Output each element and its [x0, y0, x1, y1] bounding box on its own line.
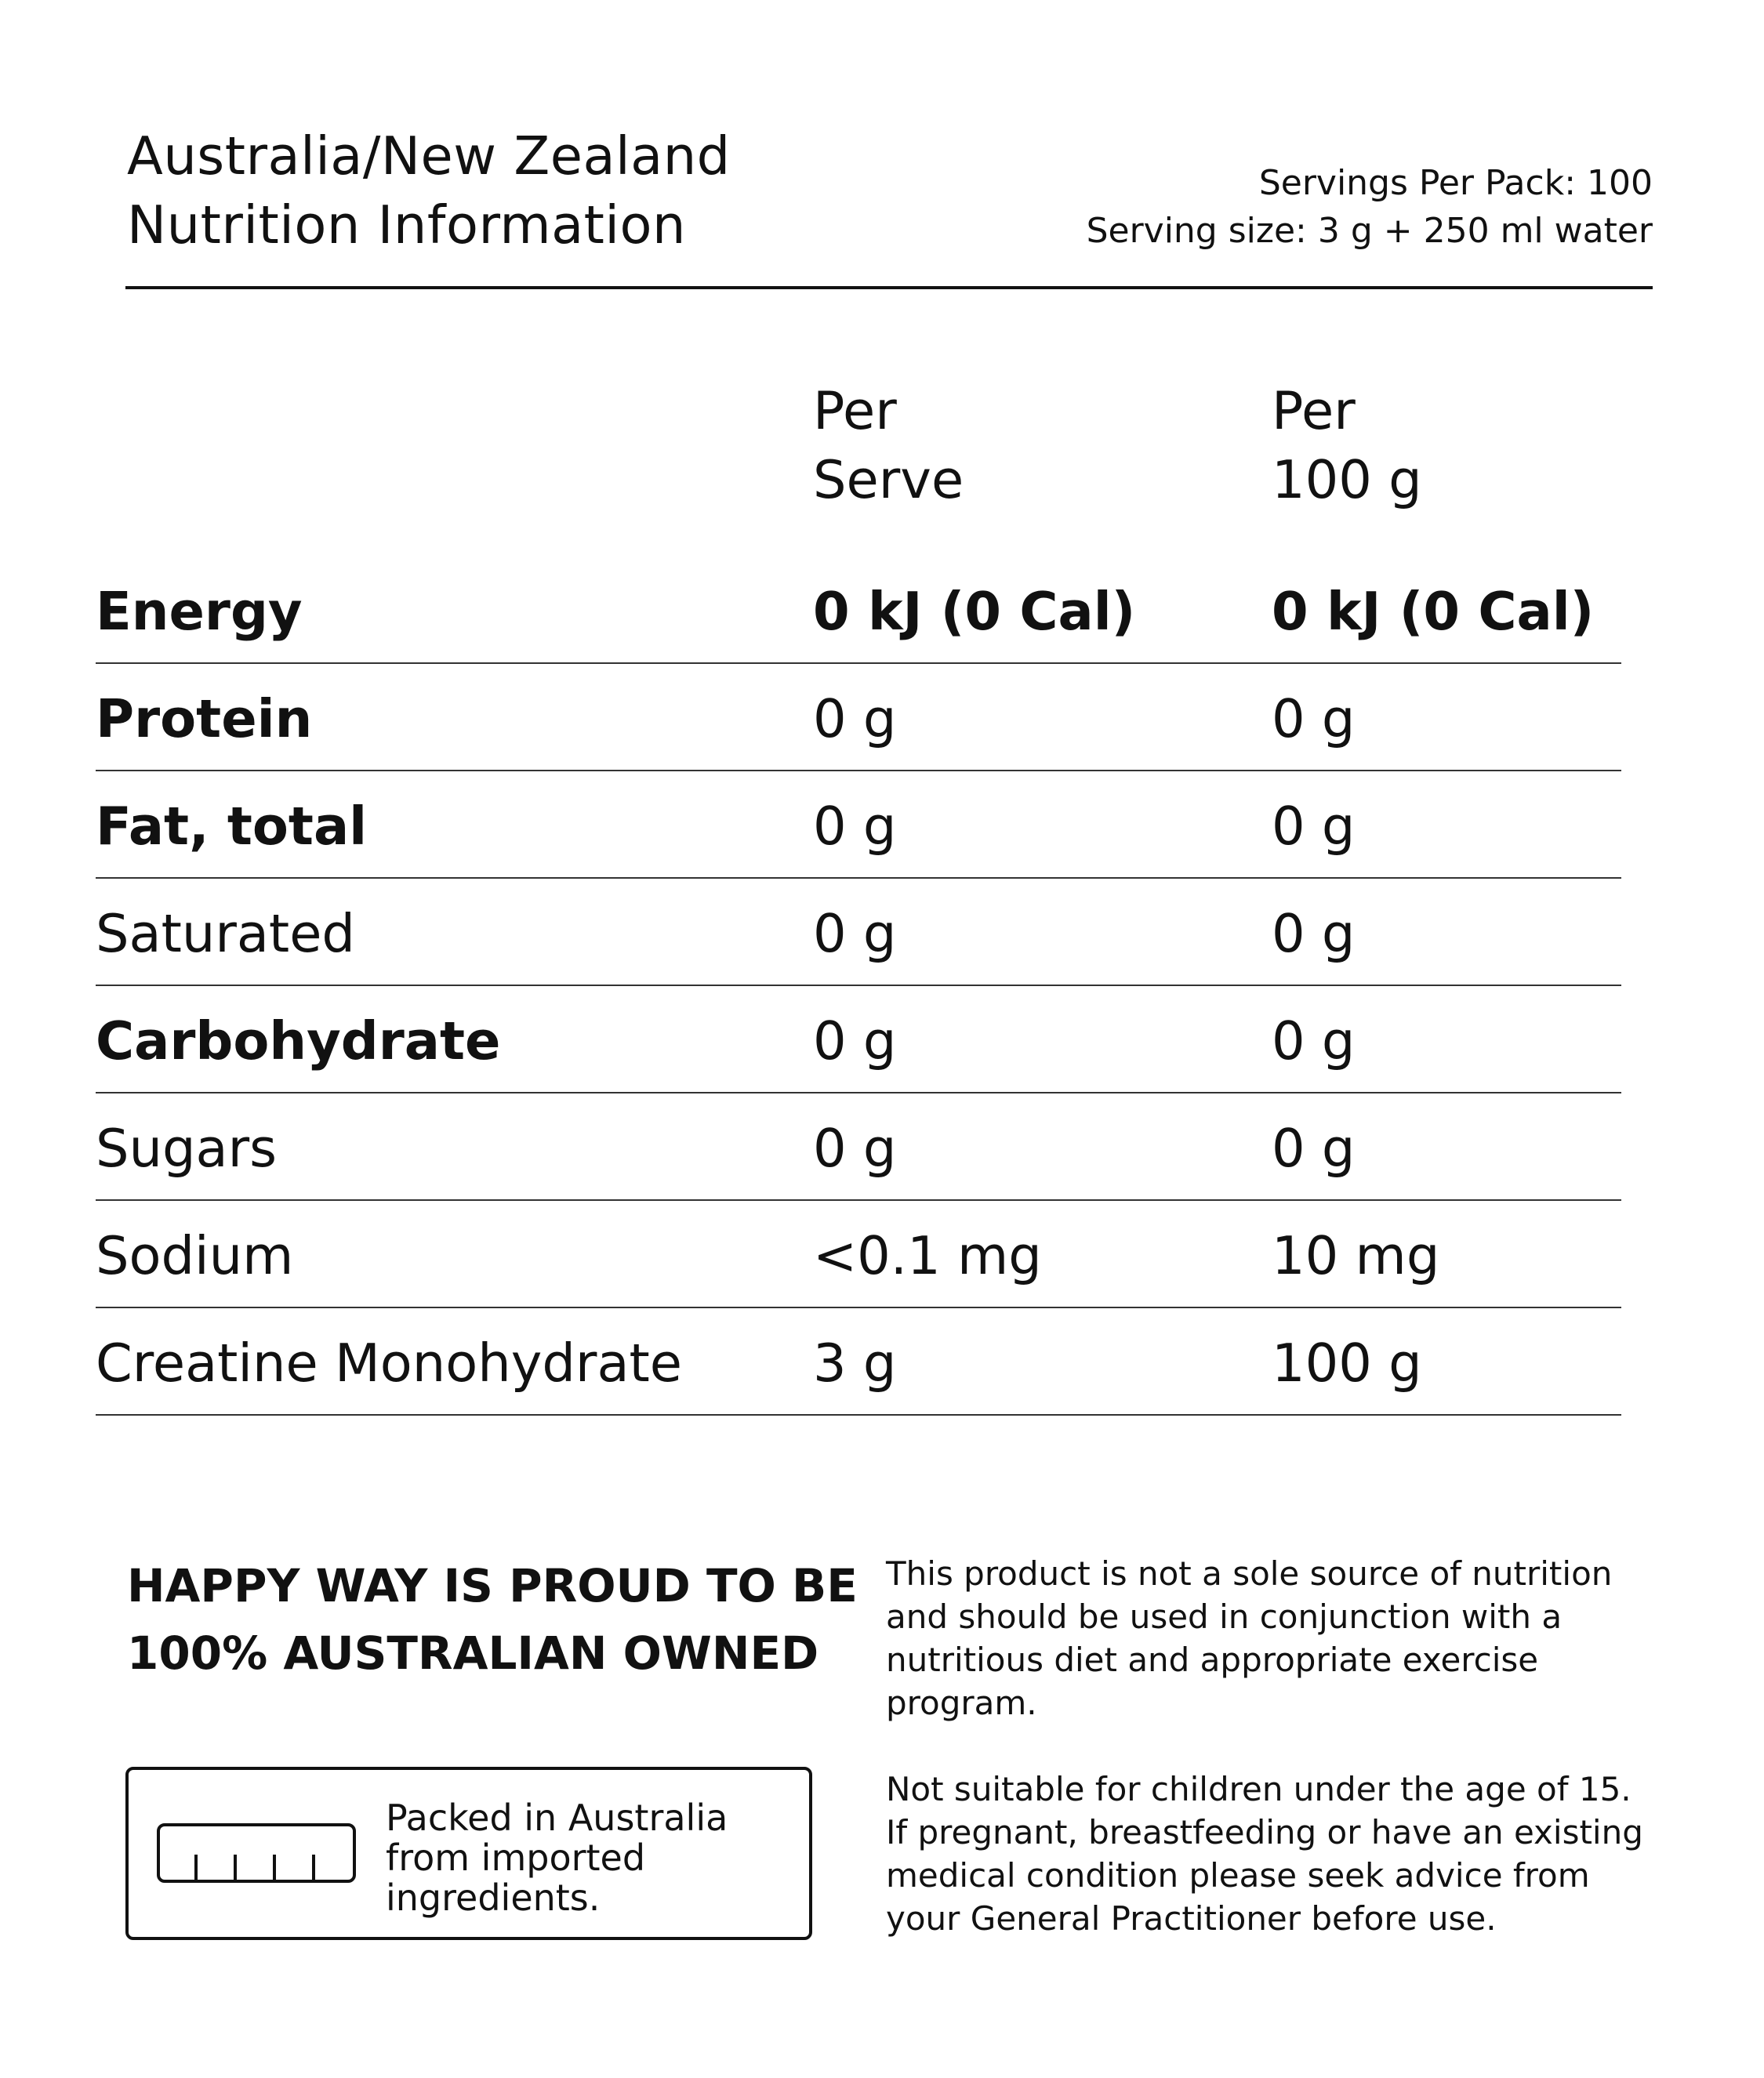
- disclaimer-line: This product is not a sole source of nutrition: [886, 1554, 1613, 1593]
- row-value-per-serve: 0 g: [813, 796, 897, 857]
- warning-line: medical condition please seek advice from: [886, 1856, 1590, 1895]
- row-label: Creatine Monohydrate: [96, 1333, 682, 1394]
- table-row-saturated: [96, 879, 1621, 986]
- nutrition-table: [96, 557, 1621, 1416]
- column-header-per-serve: [813, 376, 964, 514]
- packed-text: [386, 1798, 728, 1918]
- row-value-per-100g: 100 g: [1272, 1333, 1422, 1394]
- row-value-per-100g: 0 g: [1272, 688, 1356, 749]
- row-value-per-serve: 0 g: [813, 688, 897, 749]
- proud-line1: HAPPY WAY IS PROUD TO BE: [127, 1559, 858, 1612]
- table-row-sugars: [96, 1093, 1621, 1201]
- column-header-per-serve-line2: Serve: [813, 449, 964, 510]
- row-value-per-serve: 3 g: [813, 1333, 897, 1394]
- header-divider: [125, 286, 1653, 289]
- health-warning: [886, 1768, 1654, 1940]
- row-value-per-serve: 0 g: [813, 1118, 897, 1179]
- row-label: Energy: [96, 581, 303, 642]
- column-header-per-100g: [1272, 376, 1422, 514]
- ruler-icon: [157, 1823, 356, 1883]
- row-value-per-100g: 0 g: [1272, 1010, 1356, 1072]
- column-header-per-100g-line2: 100 g: [1272, 449, 1422, 510]
- row-label: Protein: [96, 688, 313, 749]
- warning-line: If pregnant, breastfeeding or have an existing: [886, 1813, 1643, 1851]
- proud-line2: 100% AUSTRALIAN OWNED: [127, 1626, 819, 1680]
- disclaimer-line: nutritious diet and appropriate exercise: [886, 1641, 1539, 1679]
- warning-line: your General Practitioner before use.: [886, 1899, 1497, 1938]
- serving-info: [1087, 159, 1653, 255]
- packed-line2: from imported: [386, 1837, 646, 1879]
- packed-line1: Packed in Australia: [386, 1797, 728, 1839]
- row-value-per-serve: 0 kJ (0 Cal): [813, 581, 1136, 642]
- table-row-creatine: [96, 1308, 1621, 1416]
- row-label: Saturated: [96, 903, 355, 964]
- disclaimer-line: and should be used in conjunction with a: [886, 1597, 1563, 1636]
- row-label: Fat, total: [96, 796, 368, 857]
- title-line-heading: Nutrition Information: [127, 194, 686, 256]
- warning-line: Not suitable for children under the age of 15.: [886, 1770, 1632, 1808]
- disclaimer-line: program.: [886, 1684, 1037, 1722]
- title-line-region: Australia/New Zealand: [127, 125, 731, 187]
- row-label: Sugars: [96, 1118, 278, 1179]
- packed-line3: ingredients.: [386, 1877, 601, 1919]
- packed-in-australia-badge: [125, 1767, 812, 1940]
- row-value-per-serve: <0.1 mg: [813, 1225, 1042, 1286]
- column-header-per-serve-line1: Per: [813, 380, 897, 441]
- table-row-fat-total: [96, 771, 1621, 879]
- nutrition-disclaimer: [886, 1552, 1654, 1724]
- table-row-carbohydrate: [96, 986, 1621, 1093]
- table-row-energy: [96, 557, 1621, 664]
- serving-size: Serving size: 3 g + 250 ml water: [1086, 211, 1653, 251]
- row-label: Carbohydrate: [96, 1010, 501, 1072]
- row-label: Sodium: [96, 1225, 294, 1286]
- row-value-per-100g: 0 g: [1272, 903, 1356, 964]
- servings-per-pack: Servings Per Pack: 100: [1258, 163, 1653, 203]
- table-row-protein: [96, 664, 1621, 771]
- row-value-per-serve: 0 g: [813, 903, 897, 964]
- row-value-per-100g: 0 g: [1272, 1118, 1356, 1179]
- column-header-per-100g-line1: Per: [1272, 380, 1356, 441]
- row-value-per-100g: 0 g: [1272, 796, 1356, 857]
- page-title: [127, 121, 731, 259]
- row-value-per-100g: 10 mg: [1272, 1225, 1440, 1286]
- row-value-per-serve: 0 g: [813, 1010, 897, 1072]
- row-value-per-100g: 0 kJ (0 Cal): [1272, 581, 1595, 642]
- table-row-sodium: [96, 1201, 1621, 1308]
- australian-owned-statement: [127, 1552, 858, 1687]
